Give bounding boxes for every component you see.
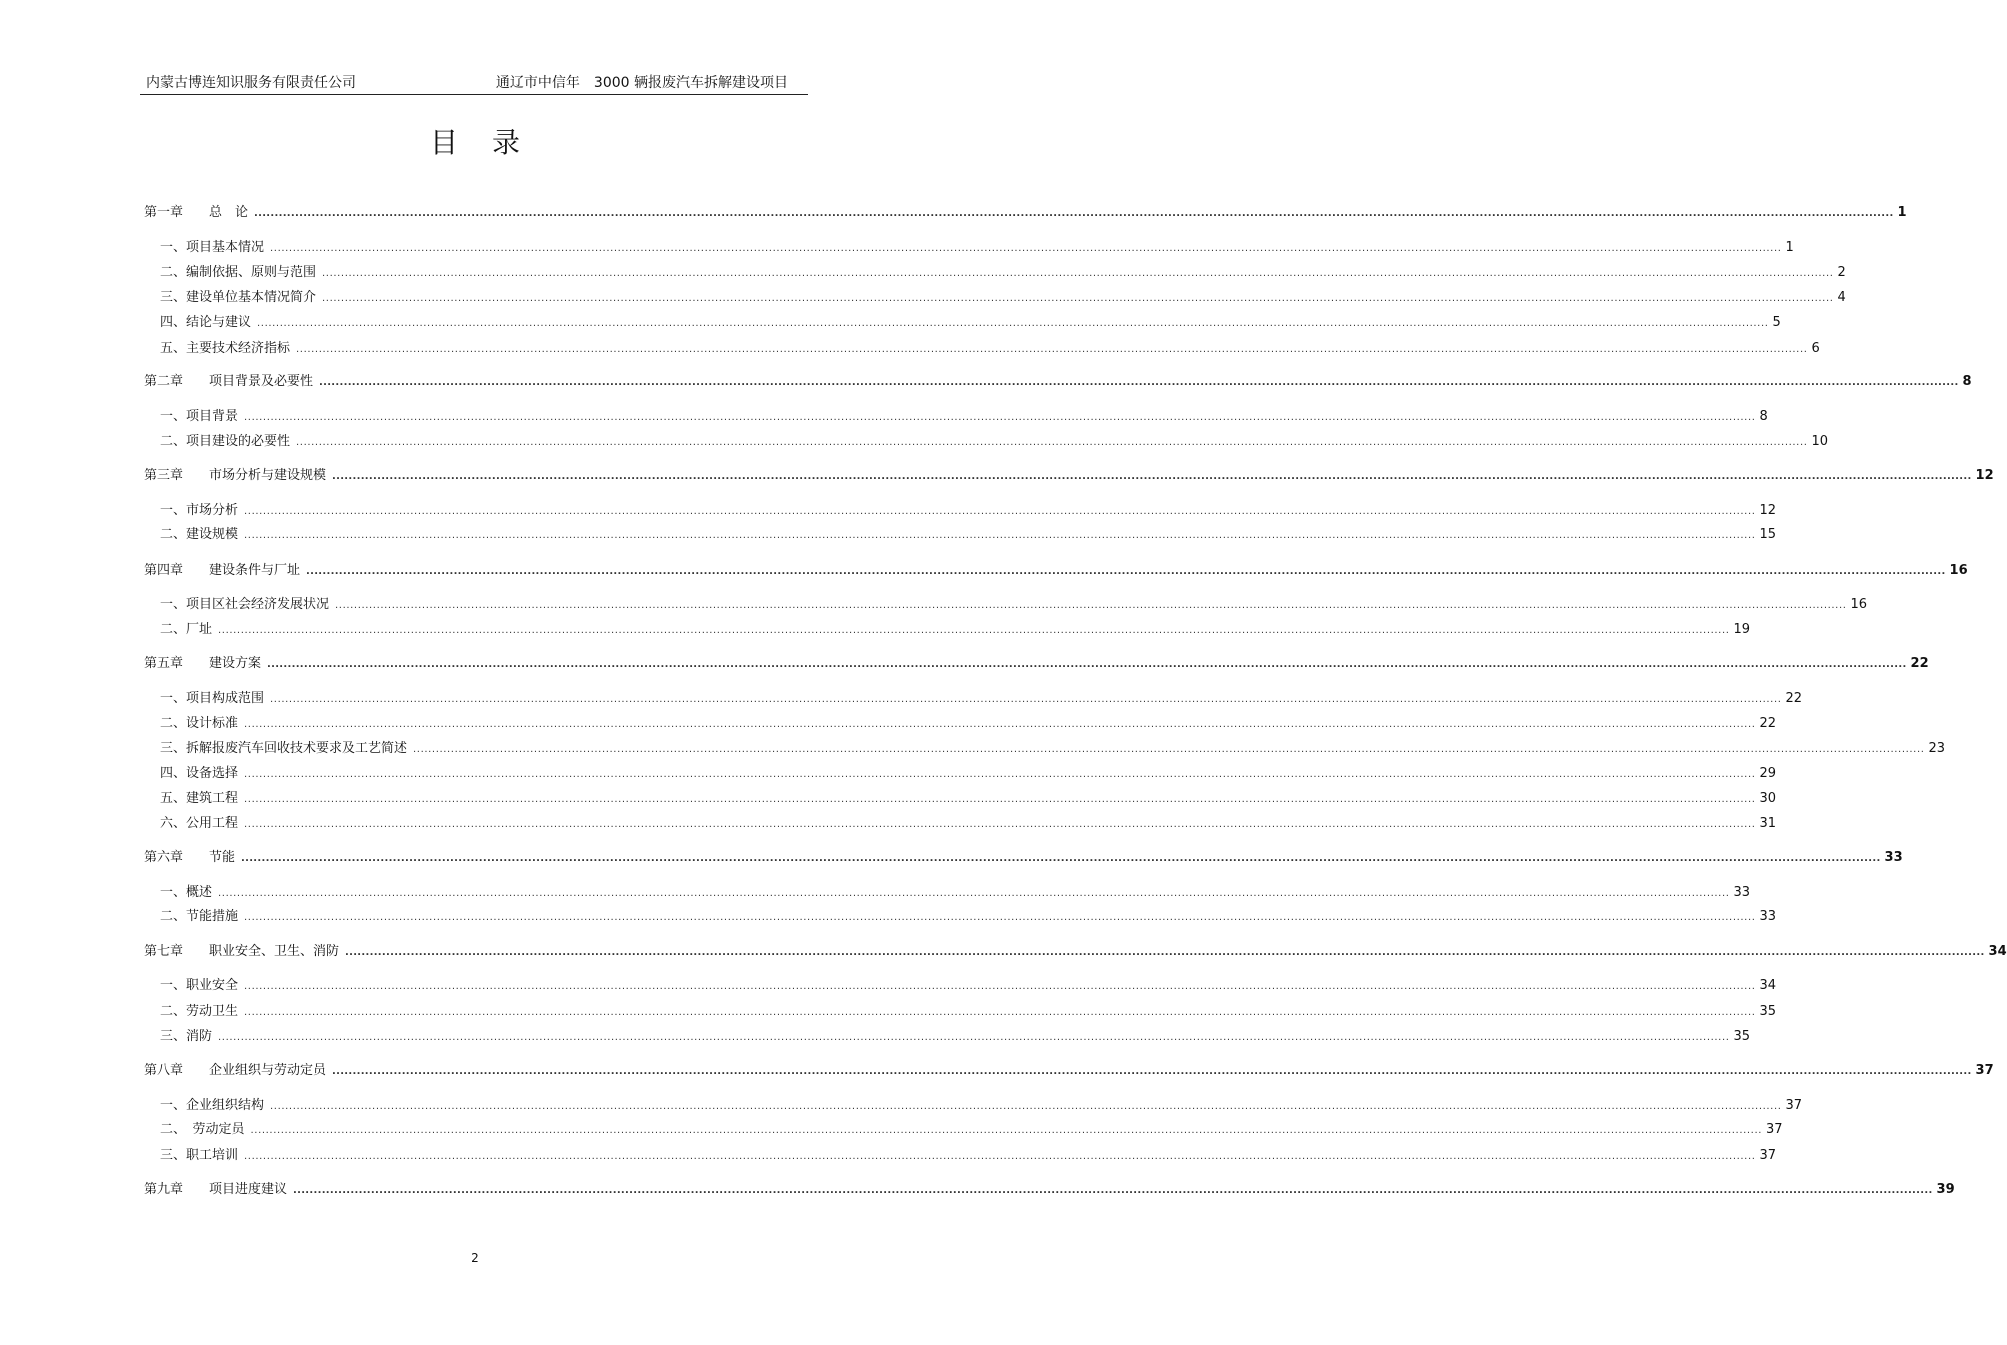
toc-dot-leader: ................................................................................................................................................................................................................................................................................................................................................................................................................	[296, 437, 1808, 448]
toc-section-entry[interactable]	[160, 884, 1751, 902]
toc-entry-label: 二、 劳动定员	[160, 1122, 245, 1137]
toc-section-entry[interactable]	[160, 715, 1777, 733]
toc-entry-page: 12	[1759, 503, 1777, 518]
toc-section-entry[interactable]	[160, 740, 1946, 758]
toc-entry-page: 37	[1766, 1122, 1783, 1137]
toc-entry-page: 8	[1759, 409, 1768, 424]
toc-entry-label: 二、厂址	[160, 622, 213, 637]
toc-entry-page: 34	[1759, 978, 1777, 993]
toc-entry-page: 35	[1759, 1004, 1777, 1019]
toc-entry-page: 22	[1785, 691, 1803, 706]
toc-chapter-entry[interactable]	[144, 467, 1994, 485]
toc-section-entry[interactable]	[160, 977, 1777, 995]
toc-dot-leader: ................................................................................................................................................................................................................................................................................................................................................................................................................	[244, 1007, 1756, 1018]
toc-section-entry[interactable]	[160, 314, 1781, 332]
toc-entry-label: 三、职工培训	[160, 1148, 239, 1163]
toc-dot-leader: ................................................................................................................................................................................................................................................................................................................................................................................................................	[322, 268, 1834, 279]
toc-dot-leader: ................................................................................................................................................................................................................................................................................................................................................................................................................	[244, 912, 1756, 923]
toc-entry-page: 39	[1936, 1182, 1955, 1197]
header-company: 内蒙古博连知识服务有限责任公司	[146, 75, 356, 91]
toc-entry-page: 16	[1850, 597, 1868, 612]
toc-entry-label: 一、项目构成范围	[160, 691, 265, 706]
toc-entry-page: 37	[1785, 1098, 1803, 1113]
toc-section-entry[interactable]	[160, 1003, 1777, 1021]
toc-entry-page: 10	[1811, 434, 1829, 449]
toc-section-entry[interactable]	[160, 502, 1777, 520]
toc-entry-page: 4	[1837, 290, 1846, 305]
toc-section-entry[interactable]	[160, 1097, 1803, 1115]
toc-entry-label: 四、设备选择	[160, 766, 239, 781]
toc-entry-label: 第一章 总 论	[144, 205, 249, 220]
toc-entry-label: 三、消防	[160, 1029, 213, 1044]
toc-entry-label: 第七章 职业安全、卫生、消防	[144, 944, 340, 959]
toc-chapter-entry[interactable]	[144, 1062, 1994, 1080]
toc-entry-label: 一、概述	[160, 885, 213, 900]
toc-dot-leader: ................................................................................................................................................................................................................................................................................................................................................................................................................	[244, 819, 1756, 830]
toc-dot-leader: ................................................................................................................................................................................................................................................................................................................................................................................................................	[218, 625, 1730, 636]
toc-entry-page: 35	[1733, 1029, 1751, 1044]
toc-dot-leader: ................................................................................................................................................................................................................................................................................................................................................................................................................	[244, 794, 1756, 805]
toc-section-entry[interactable]	[160, 908, 1777, 926]
toc-entry-page: 5	[1772, 315, 1781, 330]
toc-entry-page: 23	[1928, 741, 1946, 756]
toc-entry-label: 第八章 企业组织与劳动定员	[144, 1063, 327, 1078]
toc-entry-page: 29	[1759, 766, 1777, 781]
toc-dot-leader: ................................................................................................................................................................................................................................................................................................................................................................................................................	[218, 888, 1730, 899]
toc-section-entry[interactable]	[160, 790, 1777, 808]
toc-dot-leader: ................................................................................................................................................................................................................................................................................................................................................................................................................	[244, 530, 1756, 541]
toc-dot-leader: ................................................................................................................................................................................................................................................................................................................................................................................................................	[244, 412, 1756, 423]
toc-entry-page: 6	[1811, 341, 1820, 356]
toc-entry-label: 二、编制依据、原则与范围	[160, 265, 317, 280]
toc-entry-page: 30	[1759, 791, 1777, 806]
toc-entry-label: 二、项目建设的必要性	[160, 434, 291, 449]
toc-entry-label: 一、职业安全	[160, 978, 239, 993]
toc-entry-page: 19	[1733, 622, 1751, 637]
toc-dot-leader: ................................................................................................................................................................................................................................................................................................................................................................................................................	[241, 853, 1881, 864]
toc-dot-leader: ................................................................................................................................................................................................................................................................................................................................................................................................................	[254, 208, 1894, 219]
toc-section-entry[interactable]	[160, 433, 1829, 451]
toc-dot-leader: ................................................................................................................................................................................................................................................................................................................................................................................................................	[267, 659, 1907, 670]
toc-dot-leader: ................................................................................................................................................................................................................................................................................................................................................................................................................	[345, 947, 1985, 958]
toc-chapter-entry[interactable]	[144, 1181, 1955, 1199]
toc-dot-leader: ................................................................................................................................................................................................................................................................................................................................................................................................................	[244, 506, 1756, 517]
toc-entry-label: 三、建设单位基本情况简介	[160, 290, 317, 305]
toc-entry-page: 12	[1975, 468, 1994, 483]
toc-entry-label: 二、节能措施	[160, 909, 239, 924]
toc-chapter-entry[interactable]	[144, 562, 1968, 580]
toc-entry-label: 二、建设规模	[160, 527, 239, 542]
page-header	[140, 66, 808, 95]
toc-entry-page: 22	[1759, 716, 1777, 731]
toc-section-entry[interactable]	[160, 765, 1777, 783]
toc-dot-leader: ................................................................................................................................................................................................................................................................................................................................................................................................................	[257, 318, 1769, 329]
toc-dot-leader: ................................................................................................................................................................................................................................................................................................................................................................................................................	[306, 566, 1946, 577]
toc-dot-leader: ................................................................................................................................................................................................................................................................................................................................................................................................................	[293, 1185, 1933, 1196]
toc-entry-page: 16	[1949, 563, 1968, 578]
toc-entry-page: 31	[1759, 816, 1777, 831]
toc-dot-leader: ................................................................................................................................................................................................................................................................................................................................................................................................................	[270, 1101, 1782, 1112]
toc-section-entry[interactable]	[160, 526, 1777, 544]
toc-entry-page: 37	[1975, 1063, 1994, 1078]
toc-dot-leader: ................................................................................................................................................................................................................................................................................................................................................................................................................	[319, 377, 1959, 388]
toc-entry-page: 15	[1759, 527, 1777, 542]
page-title: 目录	[429, 126, 554, 159]
toc-dot-leader: ................................................................................................................................................................................................................................................................................................................................................................................................................	[244, 981, 1756, 992]
toc-section-entry[interactable]	[160, 239, 1794, 257]
toc-entry-label: 第二章 项目背景及必要性	[144, 374, 314, 389]
toc-dot-leader: ................................................................................................................................................................................................................................................................................................................................................................................................................	[250, 1125, 1762, 1136]
toc-entry-page: 2	[1837, 265, 1846, 280]
toc-entry-page: 37	[1759, 1148, 1777, 1163]
toc-entry-page: 1	[1785, 240, 1794, 255]
toc-entry-label: 第九章 项目进度建议	[144, 1182, 288, 1197]
toc-entry-label: 第六章 节能	[144, 850, 236, 865]
toc-dot-leader: ................................................................................................................................................................................................................................................................................................................................................................................................................	[244, 1151, 1756, 1162]
toc-entry-label: 第四章 建设条件与厂址	[144, 563, 301, 578]
toc-dot-leader: ................................................................................................................................................................................................................................................................................................................................................................................................................	[244, 769, 1756, 780]
toc-dot-leader: ................................................................................................................................................................................................................................................................................................................................................................................................................	[296, 344, 1808, 355]
toc-entry-label: 五、主要技术经济指标	[160, 341, 291, 356]
toc-entry-page: 34	[1988, 944, 2007, 959]
toc-section-entry[interactable]	[160, 340, 1820, 358]
header-project: 通辽市中信年 3000 辆报废汽车拆解建设项目	[495, 75, 788, 91]
toc-entry-label: 六、公用工程	[160, 816, 239, 831]
toc-section-entry[interactable]	[160, 1121, 1783, 1139]
toc-dot-leader: ................................................................................................................................................................................................................................................................................................................................................................................................................	[270, 243, 1782, 254]
toc-entry-page: 33	[1884, 850, 1903, 865]
toc-section-entry[interactable]	[160, 621, 1751, 639]
toc-entry-label: 五、建筑工程	[160, 791, 239, 806]
toc-entry-label: 一、市场分析	[160, 503, 239, 518]
toc-entry-label: 二、设计标准	[160, 716, 239, 731]
toc-entry-label: 四、结论与建议	[160, 315, 252, 330]
toc-section-entry[interactable]	[160, 1028, 1751, 1046]
toc-entry-label: 第五章 建设方案	[144, 656, 262, 671]
toc-dot-leader: ................................................................................................................................................................................................................................................................................................................................................................................................................	[332, 1066, 1972, 1077]
toc-section-entry[interactable]	[160, 815, 1777, 833]
toc-dot-leader: ................................................................................................................................................................................................................................................................................................................................................................................................................	[270, 694, 1782, 705]
toc-section-entry[interactable]	[160, 690, 1803, 708]
toc-dot-leader: ................................................................................................................................................................................................................................................................................................................................................................................................................	[218, 1032, 1730, 1043]
toc-entry-label: 三、拆解报废汽车回收技术要求及工艺简述	[160, 741, 408, 756]
toc-section-entry[interactable]	[160, 264, 1846, 282]
toc-entry-label: 二、劳动卫生	[160, 1004, 239, 1019]
toc-dot-leader: ................................................................................................................................................................................................................................................................................................................................................................................................................	[244, 719, 1756, 730]
toc-dot-leader: ................................................................................................................................................................................................................................................................................................................................................................................................................	[322, 293, 1834, 304]
toc-section-entry[interactable]	[160, 408, 1768, 426]
toc-dot-leader: ................................................................................................................................................................................................................................................................................................................................................................................................................	[413, 744, 1925, 755]
toc-dot-leader: ................................................................................................................................................................................................................................................................................................................................................................................................................	[335, 600, 1847, 611]
toc-chapter-entry[interactable]	[144, 943, 2007, 961]
toc-entry-label: 一、企业组织结构	[160, 1098, 265, 1113]
toc-entry-page: 33	[1759, 909, 1777, 924]
toc-chapter-entry[interactable]	[144, 849, 1903, 867]
toc-section-entry[interactable]	[160, 1147, 1777, 1165]
toc-entry-page: 33	[1733, 885, 1751, 900]
page-number: 2	[471, 1251, 479, 1265]
toc-section-entry[interactable]	[160, 596, 1868, 614]
toc-entry-page: 8	[1962, 374, 1972, 389]
toc-entry-label: 第三章 市场分析与建设规模	[144, 468, 327, 483]
toc-entry-label: 一、项目区社会经济发展状况	[160, 597, 330, 612]
toc-entry-label: 一、项目基本情况	[160, 240, 265, 255]
toc-dot-leader: ................................................................................................................................................................................................................................................................................................................................................................................................................	[332, 471, 1972, 482]
toc-section-entry[interactable]	[160, 289, 1846, 307]
toc-entry-page: 1	[1897, 205, 1907, 220]
toc-entry-label: 一、项目背景	[160, 409, 239, 424]
toc-chapter-entry[interactable]	[144, 204, 1907, 222]
toc-chapter-entry[interactable]	[144, 373, 1972, 391]
toc-chapter-entry[interactable]	[144, 655, 1929, 673]
toc-entry-page: 22	[1910, 656, 1929, 671]
